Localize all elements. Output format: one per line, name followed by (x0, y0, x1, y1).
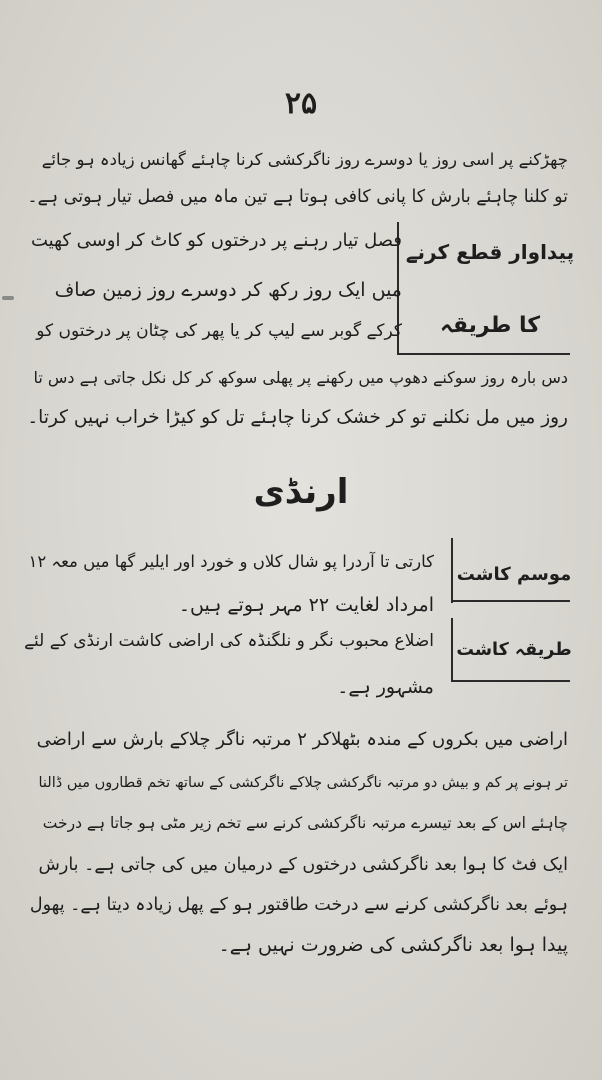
harvest-text-line-1: فصل تیار رہنے پر درختوں کو کاٹ کر اوسی کھیت (30, 230, 402, 251)
season-underline (451, 600, 570, 602)
section-title: ارنڈی (253, 472, 349, 512)
season-heading: موسم کاشت (456, 564, 572, 585)
method-underline (451, 680, 570, 682)
harvest-text-line-3: کرکے گوبر سے لیپ کر یا پھر کی چٹان پر درختوں کو (36, 321, 402, 341)
harvest-text-line-2: میں ایک روز رکھ کر دوسرے روز زمین صاف (54, 279, 402, 301)
harvest-box-underline (397, 353, 570, 355)
page-number: ۲۵ (284, 86, 318, 121)
body-line-5: ہوئے بعد ناگرکشی کرنے سے درخت طاقتور ہو کے پھل زیادہ دیتا ہے۔ پھول (29, 895, 568, 915)
method-line-1: اضلاع محبوب نگر و نلگنڈہ کی اراضی کاشت ارنڈی کے لئے (24, 631, 434, 651)
body-line-4: ایک فٹ کا ہوا بعد ناگرکشی درختوں کے درمیان میں کی جاتی ہے۔ بارش (38, 855, 568, 875)
method-heading: طریقہ کاشت (456, 640, 572, 660)
season-divider (451, 538, 453, 603)
harvest-heading-line-1: پیداوار قطع کرنے (405, 240, 575, 264)
season-line-2: امرداد لغایت ۲۲ مہر ہوتے ہیں۔ (178, 594, 434, 616)
season-line-1: کارتی تا آردرا پو شال کلاں و خورد اور ایلیر گھا میں معہ ۱۲ (28, 552, 434, 571)
intro-line-2: تو کلنا چاہئے بارش کا پانی کافی ہوتا ہے تین ماہ میں فصل تیار ہوتی ہے۔ (27, 187, 568, 207)
margin-mark (2, 296, 14, 300)
body-line-2: تر ہونے پر کم و بیش دو مرتبہ ناگرکشی چلاکے ناگرکشی کے ساتھ تخم قطاروں میں ڈالنا (38, 775, 568, 791)
method-divider (451, 618, 453, 682)
harvest-heading-line-2: کا طریقہ (439, 313, 541, 338)
intro-line-1: چھڑکنے پر اسی روز یا دوسرے روز ناگرکشی کرنا چاہئے گھانس زیادہ ہو جائے (41, 150, 568, 169)
harvest-after-line-1: دس بارہ روز سوکنے دھوپ میں رکھنے پر پھلی سوکھ کر کل نکل جاتی ہے دس تا (33, 368, 568, 387)
harvest-after-line-2: روز میں مل نکلنے تو کر خشک کرنا چاہئے تل کو کیڑا خراب نہیں کرتا۔ (27, 407, 568, 428)
body-line-1: اراضی میں بکروں کے مندہ بٹھلاکر ۲ مرتبہ ناگر چلاکے بارش سے اراضی (36, 729, 568, 750)
body-line-3: چاہئے اس کے بعد تیسرے مرتبہ ناگرکشی کرنے سے تخم زیر مٹی ہو جاتا ہے درخت (42, 814, 568, 832)
method-line-2: مشہور ہے۔ (337, 676, 434, 698)
body-line-6: پیدا ہوا بعد ناگرکشی کی ضرورت نہیں ہے۔ (218, 934, 568, 956)
